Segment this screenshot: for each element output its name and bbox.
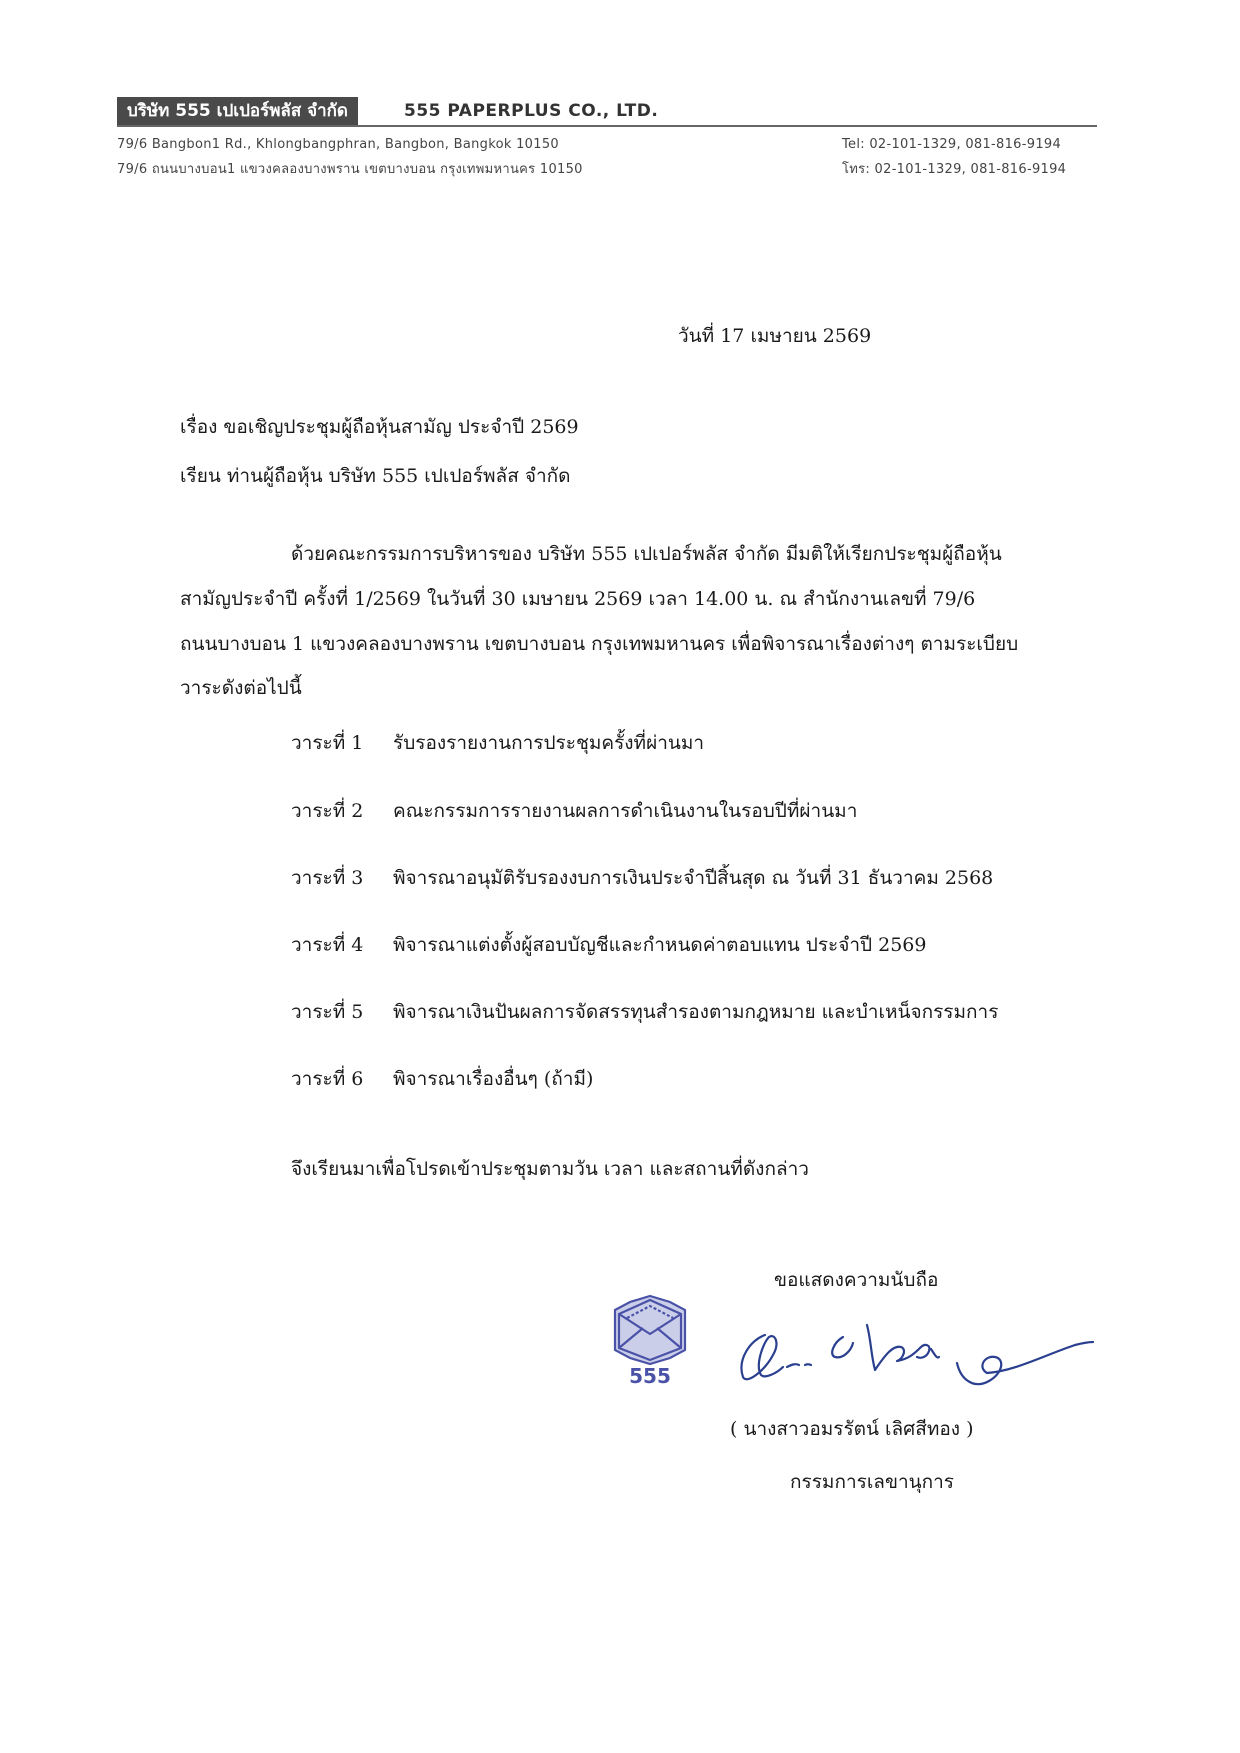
address-english: 79/6 Bangbon1 Rd., Khlongbangphran, Bangbon, Bangkok 10150 [117, 137, 559, 152]
agenda-text: คณะกรรมการรายงานผลการดำเนินงานในรอบปีที่ผ่านมา [393, 800, 858, 822]
agenda-text: พิจารณาแต่งตั้งผู้สอบบัญชีและกำหนดค่าตอบแทน ประจำปี 2569 [393, 934, 927, 956]
body-line: สามัญประจำปี ครั้งที่ 1/2569 ในวันที่ 30 เมษายน 2569 เวลา 14.00 น. ณ สำนักงานเลขที่ 79/6 [180, 588, 976, 610]
stamp-number: 555 [629, 1364, 671, 1388]
agenda-text: พิจารณาเงินปันผลการจัดสรรทุนสำรองตามกฎหมาย และบำเหน็จกรรมการ [393, 1001, 999, 1023]
agenda-number: วาระที่ 2 [291, 800, 364, 822]
agenda-number: วาระที่ 1 [291, 732, 364, 754]
agenda-number: วาระที่ 5 [291, 1001, 364, 1023]
company-stamp [605, 1288, 695, 1388]
handwritten-signature [725, 1315, 1095, 1395]
letter-subject: เรื่อง ขอเชิญประชุมผู้ถือหุ้นสามัญ ประจำปี 2569 [180, 416, 579, 438]
company-name-english: 555 PAPERPLUS CO., LTD. [404, 101, 659, 121]
address-thai: 79/6 ถนนบางบอน1 แขวงคลองบางพราน เขตบางบอน กรุงเทพมหานคร 10150 [117, 162, 583, 177]
letterhead-divider [117, 125, 1097, 127]
regards-line: ขอแสดงความนับถือ [774, 1269, 939, 1291]
agenda-number: วาระที่ 6 [291, 1068, 364, 1090]
agenda-text: รับรองรายงานการประชุมครั้งที่ผ่านมา [393, 732, 705, 754]
closing-sentence: จึงเรียนมาเพื่อโปรดเข้าประชุมตามวัน เวลา และสถานที่ดังกล่าว [291, 1158, 809, 1180]
agenda-number: วาระที่ 4 [291, 934, 364, 956]
body-line: วาระดังต่อไปนี้ [180, 677, 302, 699]
signer-title: กรรมการเลขานุการ [790, 1471, 954, 1493]
letter-recipient: เรียน ท่านผู้ถือหุ้น บริษัท 555 เปเปอร์พลัส จำกัด [180, 465, 571, 487]
stamp-mark [615, 1296, 685, 1364]
agenda-text: พิจารณาเรื่องอื่นๆ (ถ้ามี) [393, 1068, 594, 1090]
agenda-number: วาระที่ 3 [291, 867, 364, 889]
signer-name: ( นางสาวอมรรัตน์ เลิศสีทอง ) [730, 1418, 974, 1440]
letter-date: วันที่ 17 เมษายน 2569 [678, 325, 872, 347]
agenda-text: พิจารณาอนุมัติรับรองงบการเงินประจำปีสิ้นสุด ณ วันที่ 31 ธันวาคม 2568 [393, 867, 994, 889]
telephone-thai: โทร: 02-101-1329, 081-816-9194 [842, 162, 1067, 177]
company-name-thai: บริษัท 555 เปเปอร์พลัส จำกัด [117, 97, 358, 126]
body-line: ถนนบางบอน 1 แขวงคลองบางพราน เขตบางบอน กรุงเทพมหานคร เพื่อพิจารณาเรื่องต่างๆ ตามระเบียบ [180, 633, 1019, 655]
body-line: ด้วยคณะกรรมการบริหารของ บริษัท 555 เปเปอร์พลัส จำกัด มีมติให้เรียกประชุมผู้ถือหุ้น [291, 543, 1002, 565]
telephone-english: Tel: 02-101-1329, 081-816-9194 [842, 137, 1062, 152]
